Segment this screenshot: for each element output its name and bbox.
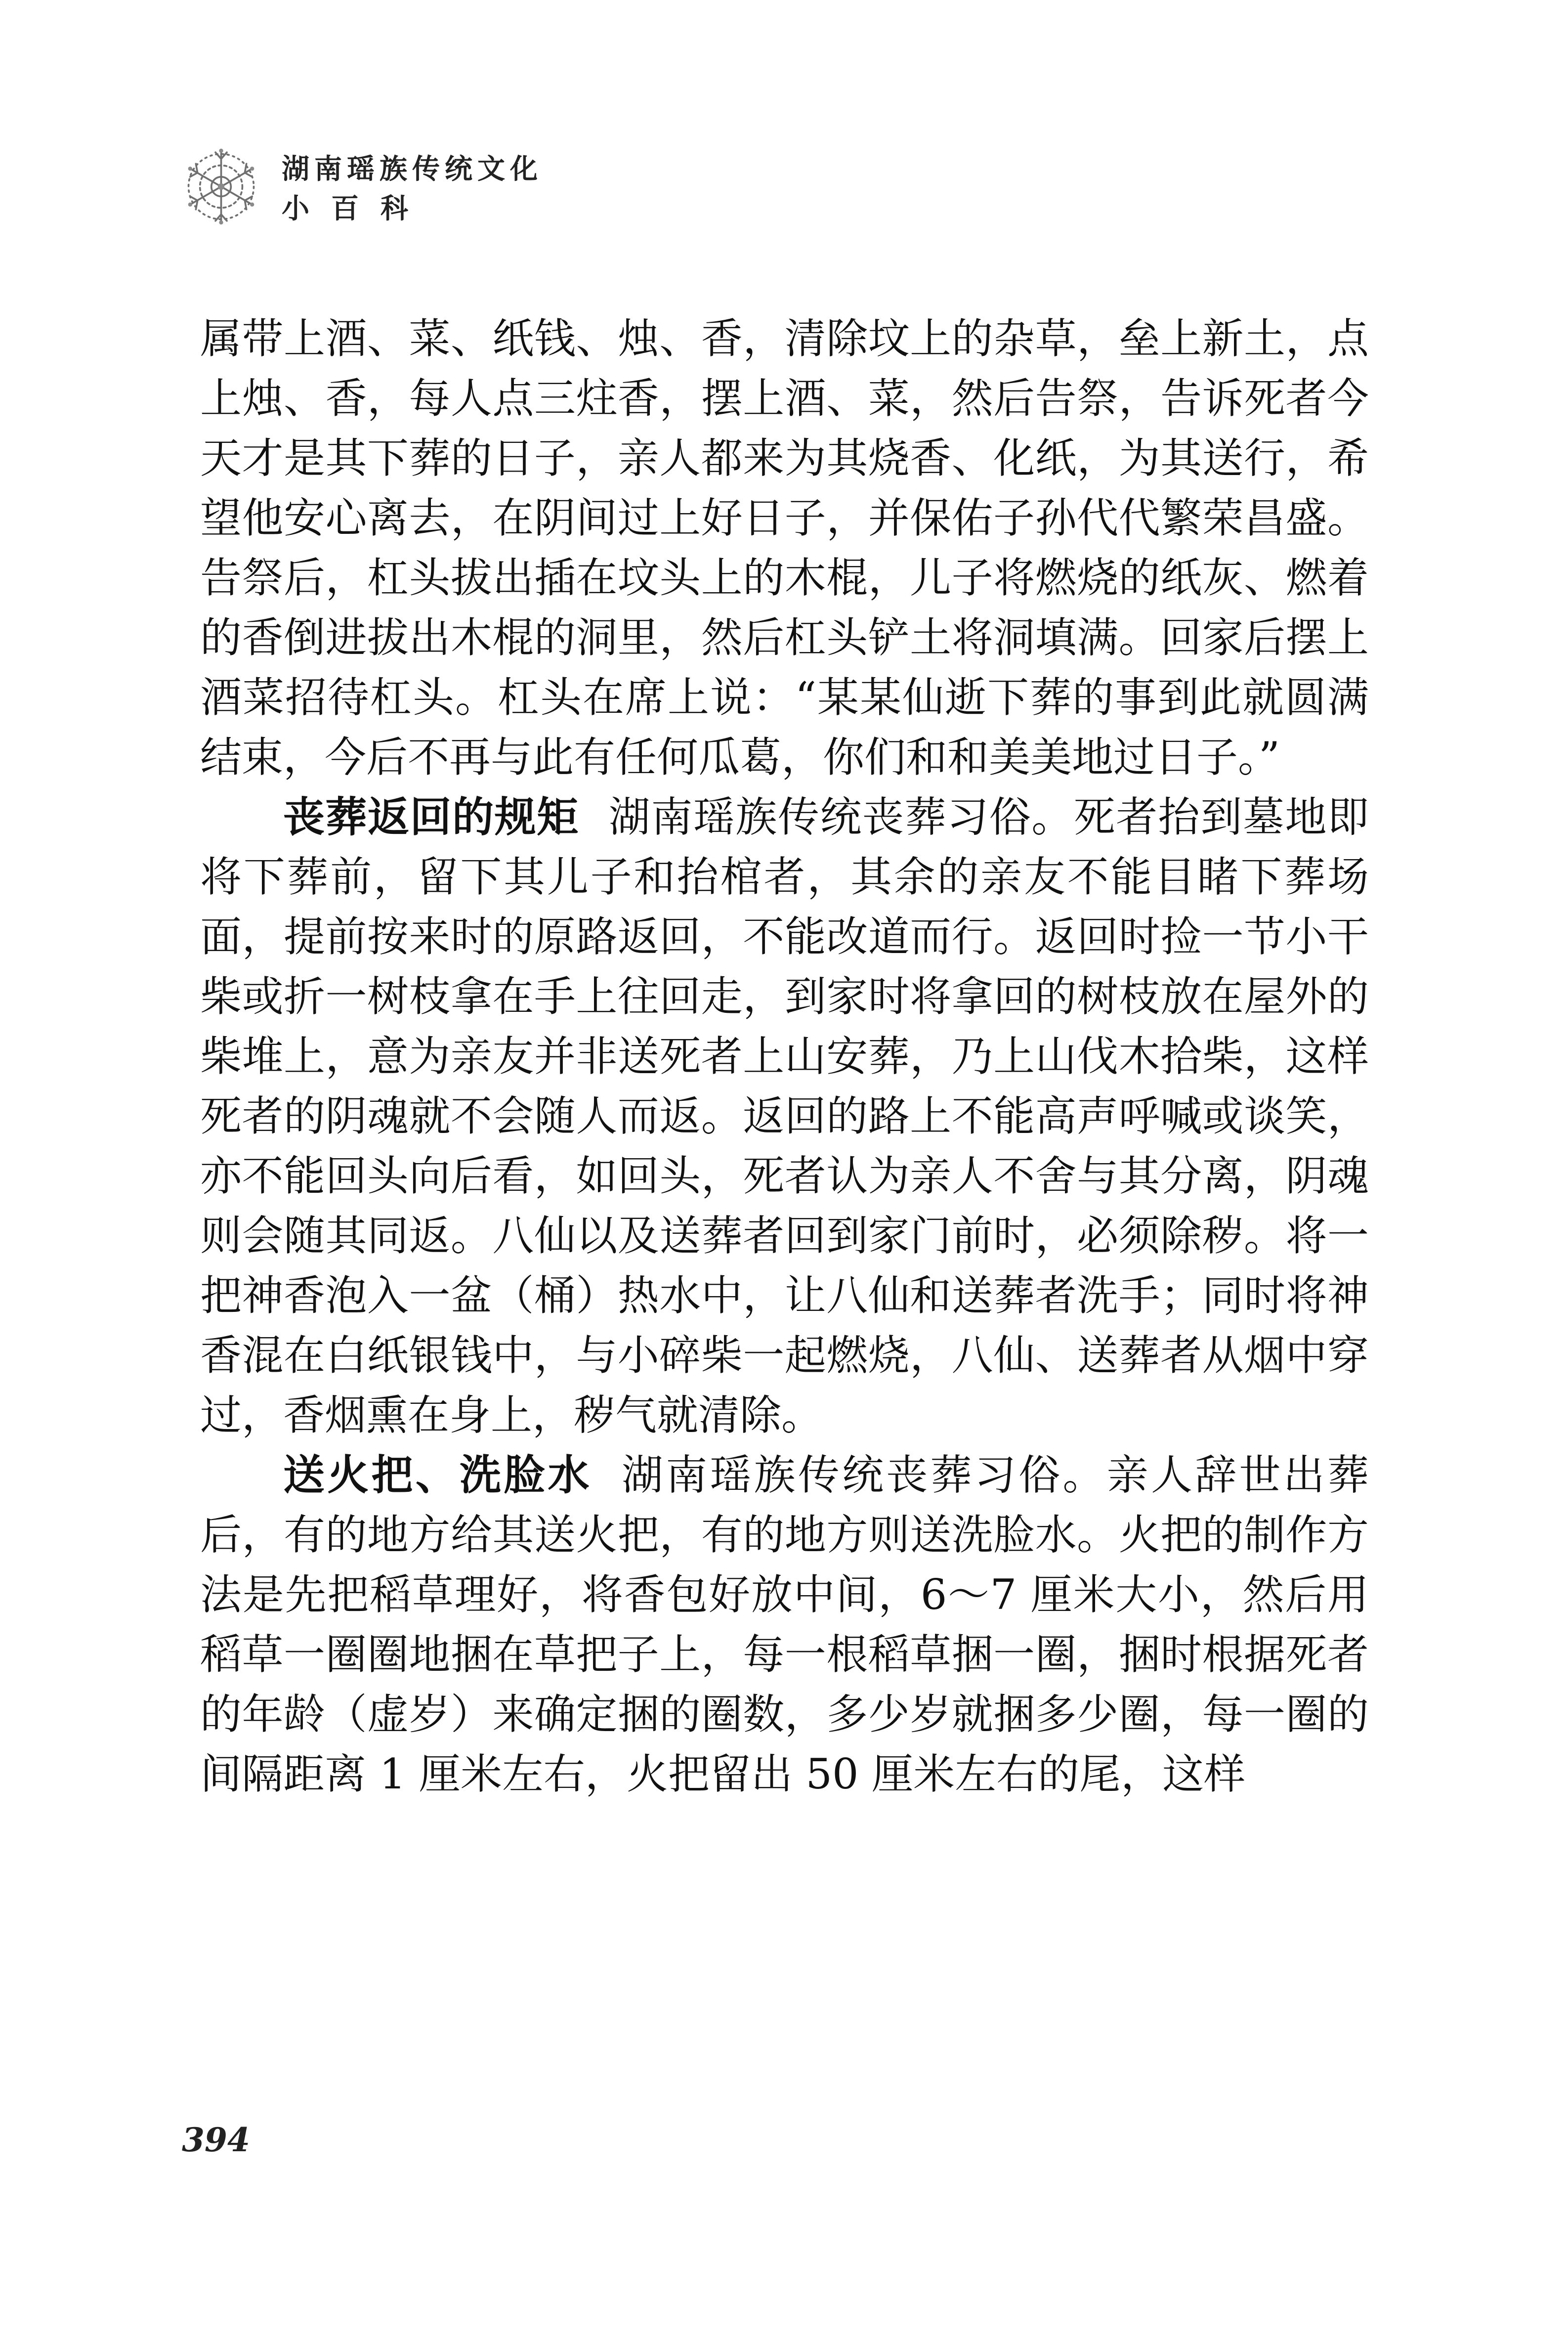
page-number: 394 (182, 2121, 250, 2159)
entry-text: 湖南瑶族传统丧葬习俗。死者抬到墓地即将下葬前，留下其儿子和抬棺者，其余的亲友不能目睹下葬场面，提前按来时的原路返回，不能改道而行。返回时捡一节小干柴或折一树枝拿在手上往回走，到家时将拿回的树枝放在屋外的柴堆上，意为亲友并非送死者上山安葬，乃上山伐木拾柴，这样死者的阴魂就不会随人而返。返回的路上不能高声呼喊或谈笑，亦不能回头向后看，如回头，死者认为亲人不舍与其分离，阴魂则会随其同返。八仙以及送葬者回到家门前时，必须除秽。将一把神香泡入一盆（桶）热水中，让八仙和送葬者洗手；同时将神香混在白纸银钱中，与小碎柴一起燃烧，八仙、送葬者从烟中穿过，香烟熏在身上，秽气就清除。 (200, 793, 1369, 1439)
entry-title: 送火把、洗脸水 (283, 1451, 592, 1499)
entry-torch-and-wash-water (200, 1445, 1369, 1804)
continued-paragraph: 属带上酒、菜、纸钱、烛、香，清除坟上的杂草，垒上新土，点上烛、香，每人点三炷香，摆上酒、菜，然后告祭，告诉死者今天才是其下葬的日子，亲人都来为其烧香、化纸，为其送行，希望他安心离去，在阴间过上好日子，并保佑子孙代代繁荣昌盛。告祭后，杠头拔出插在坟头上的木棍，儿子将燃烧的纸灰、燃着的香倒进拔出木棍的洞里，然后杠头铲土将洞填满。回家后摆上酒菜招待杠头。杠头在席上说：“某某仙逝下葬的事到此就圆满结束，今后不再与此有任何瓜葛，你们和和美美地过日子。” (200, 314, 1369, 782)
header-text (282, 150, 543, 229)
entry-funeral-return-rules (200, 787, 1369, 1445)
entry-title: 丧葬返回的规矩 (283, 793, 579, 841)
series-subtitle: 小百科 (282, 193, 430, 225)
running-header (180, 146, 625, 245)
series-title: 湖南瑶族传统文化 (282, 153, 543, 185)
body-text (200, 309, 1369, 1804)
snowflake-ornament-icon (180, 146, 262, 227)
entry-text: 湖南瑶族传统丧葬习俗。亲人辞世出葬后，有的地方给其送火把，有的地方则送洗脸水。火把的制作方法是先把稻草理好，将香包好放中间，6～7 厘米大小，然后用稻草一圈圈地捆在草把子上，每一根稻草捆一圈，捆时根据死者的年龄（虚岁）来确定捆的圈数，多少岁就捆多少圈，每一圈的间隔距离 1 厘米左右，火把留出 50 厘米左右的尾，这样 (200, 1451, 1369, 1798)
